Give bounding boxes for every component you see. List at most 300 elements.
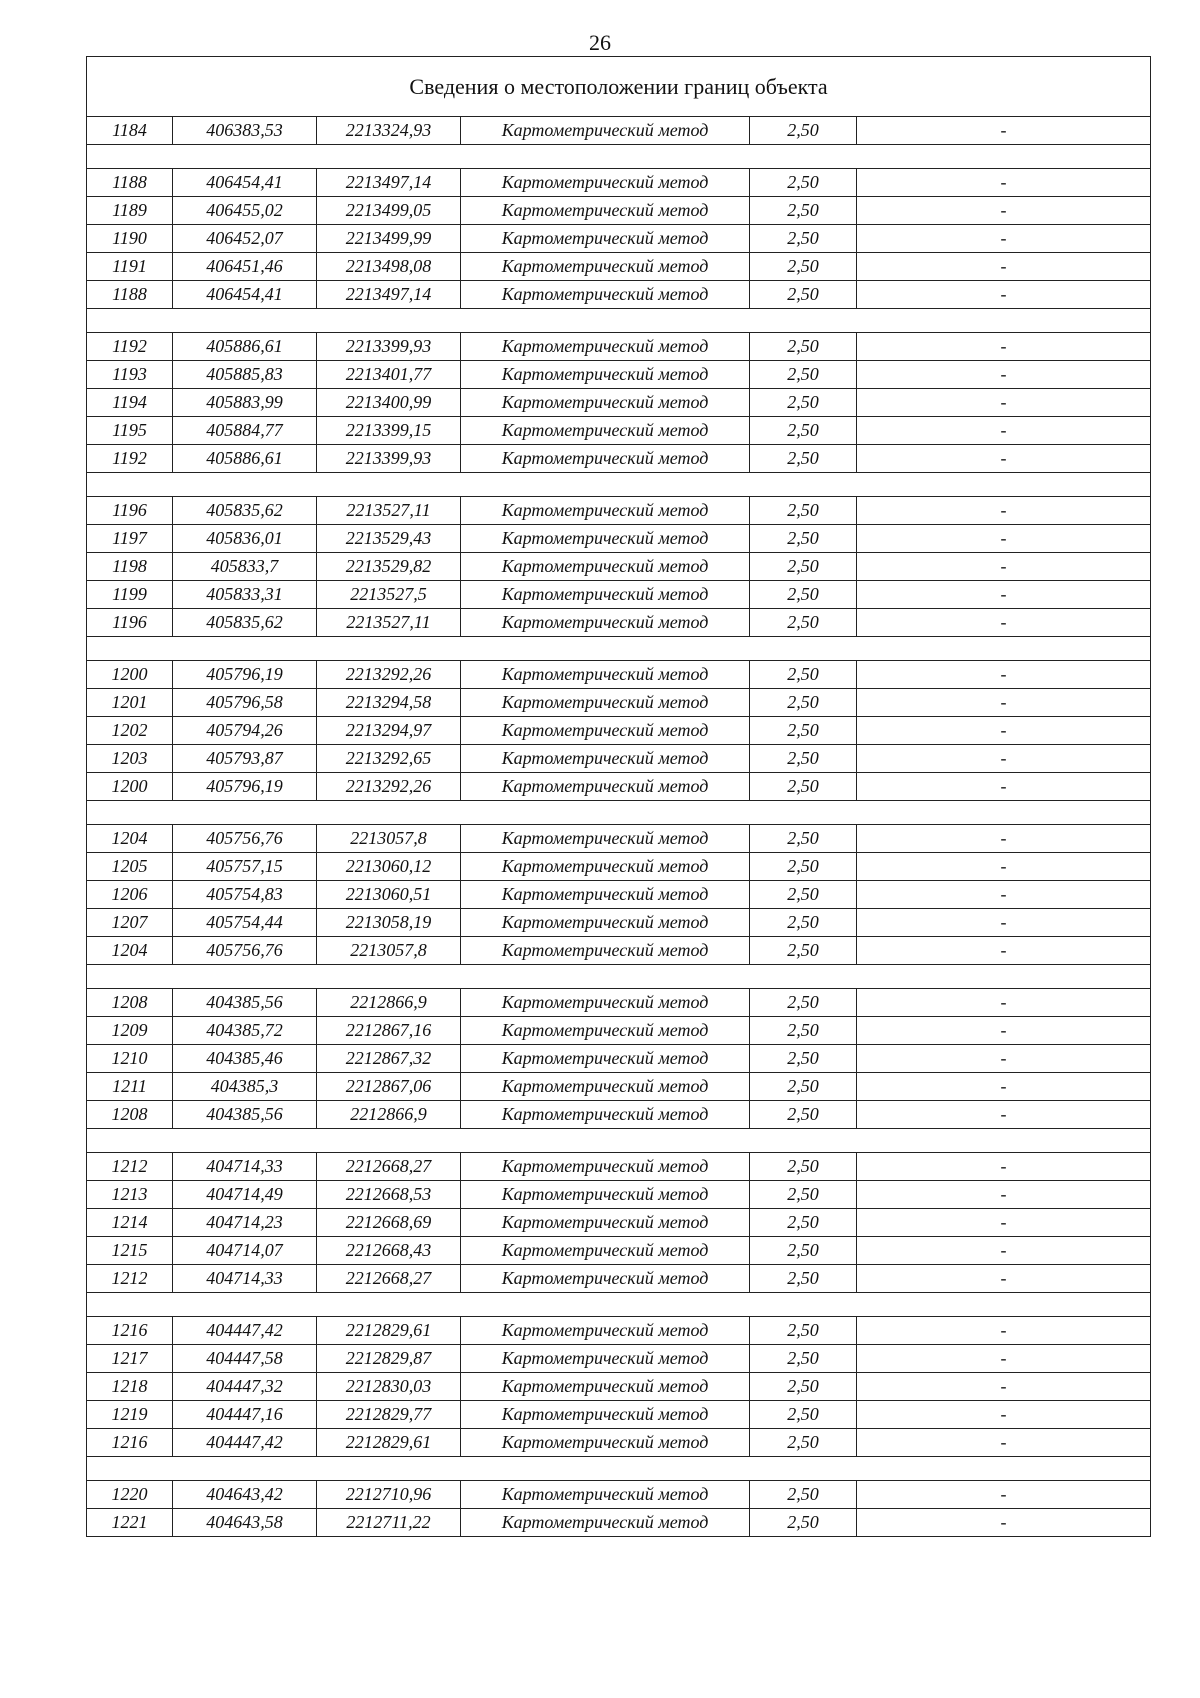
y-coordinate-cell: 2213400,99 <box>317 389 461 417</box>
x-coordinate-cell: 405756,76 <box>173 937 317 965</box>
accuracy-cell: 2,50 <box>750 253 857 281</box>
separator-row <box>87 145 1151 169</box>
description-cell: - <box>857 253 1151 281</box>
point-number-cell: 1205 <box>87 853 173 881</box>
table-row <box>87 853 1151 881</box>
method-cell: Картометрический метод <box>461 1209 750 1237</box>
table-row <box>87 1045 1151 1073</box>
accuracy-cell: 2,50 <box>750 1101 857 1129</box>
accuracy-cell: 2,50 <box>750 661 857 689</box>
description-cell: - <box>857 745 1151 773</box>
method-cell: Картометрический метод <box>461 853 750 881</box>
separator-cell <box>87 1293 1151 1317</box>
description-cell: - <box>857 937 1151 965</box>
accuracy-cell: 2,50 <box>750 1345 857 1373</box>
x-coordinate-cell: 405883,99 <box>173 389 317 417</box>
method-cell: Картометрический метод <box>461 333 750 361</box>
method-cell: Картометрический метод <box>461 909 750 937</box>
x-coordinate-cell: 405754,83 <box>173 881 317 909</box>
x-coordinate-cell: 404714,07 <box>173 1237 317 1265</box>
description-cell: - <box>857 389 1151 417</box>
accuracy-cell: 2,50 <box>750 1509 857 1537</box>
point-number-cell: 1188 <box>87 281 173 309</box>
separator-cell <box>87 637 1151 661</box>
description-cell: - <box>857 225 1151 253</box>
y-coordinate-cell: 2213499,05 <box>317 197 461 225</box>
y-coordinate-cell: 2213527,5 <box>317 581 461 609</box>
point-number-cell: 1207 <box>87 909 173 937</box>
method-cell: Картометрический метод <box>461 1373 750 1401</box>
accuracy-cell: 2,50 <box>750 333 857 361</box>
boundary-coordinates-table <box>86 56 1151 1537</box>
method-cell: Картометрический метод <box>461 1401 750 1429</box>
point-number-cell: 1198 <box>87 553 173 581</box>
separator-row <box>87 637 1151 661</box>
point-number-cell: 1204 <box>87 825 173 853</box>
x-coordinate-cell: 405835,62 <box>173 497 317 525</box>
x-coordinate-cell: 404643,42 <box>173 1481 317 1509</box>
point-number-cell: 1184 <box>87 117 173 145</box>
table-row <box>87 1509 1151 1537</box>
accuracy-cell: 2,50 <box>750 609 857 637</box>
table-row <box>87 417 1151 445</box>
accuracy-cell: 2,50 <box>750 1045 857 1073</box>
table-row <box>87 1481 1151 1509</box>
x-coordinate-cell: 404447,58 <box>173 1345 317 1373</box>
point-number-cell: 1210 <box>87 1045 173 1073</box>
accuracy-cell: 2,50 <box>750 361 857 389</box>
accuracy-cell: 2,50 <box>750 825 857 853</box>
point-number-cell: 1193 <box>87 361 173 389</box>
table-row <box>87 1345 1151 1373</box>
separator-row <box>87 1129 1151 1153</box>
description-cell: - <box>857 1045 1151 1073</box>
table-row <box>87 1017 1151 1045</box>
point-number-cell: 1217 <box>87 1345 173 1373</box>
accuracy-cell: 2,50 <box>750 1317 857 1345</box>
table-row <box>87 937 1151 965</box>
point-number-cell: 1191 <box>87 253 173 281</box>
point-number-cell: 1219 <box>87 1401 173 1429</box>
method-cell: Картометрический метод <box>461 253 750 281</box>
description-cell: - <box>857 361 1151 389</box>
x-coordinate-cell: 404447,32 <box>173 1373 317 1401</box>
method-cell: Картометрический метод <box>461 281 750 309</box>
x-coordinate-cell: 405836,01 <box>173 525 317 553</box>
separator-row <box>87 965 1151 989</box>
point-number-cell: 1212 <box>87 1265 173 1293</box>
accuracy-cell: 2,50 <box>750 689 857 717</box>
x-coordinate-cell: 405833,7 <box>173 553 317 581</box>
table-row <box>87 1073 1151 1101</box>
point-number-cell: 1218 <box>87 1373 173 1401</box>
accuracy-cell: 2,50 <box>750 553 857 581</box>
point-number-cell: 1196 <box>87 497 173 525</box>
table-body <box>87 57 1151 1537</box>
description-cell: - <box>857 553 1151 581</box>
table-row <box>87 581 1151 609</box>
table-row <box>87 989 1151 1017</box>
y-coordinate-cell: 2213292,26 <box>317 773 461 801</box>
table-row <box>87 1373 1151 1401</box>
accuracy-cell: 2,50 <box>750 281 857 309</box>
accuracy-cell: 2,50 <box>750 525 857 553</box>
method-cell: Картометрический метод <box>461 717 750 745</box>
method-cell: Картометрический метод <box>461 169 750 197</box>
accuracy-cell: 2,50 <box>750 1429 857 1457</box>
x-coordinate-cell: 405796,19 <box>173 773 317 801</box>
method-cell: Картометрический метод <box>461 1153 750 1181</box>
y-coordinate-cell: 2213497,14 <box>317 281 461 309</box>
point-number-cell: 1202 <box>87 717 173 745</box>
description-cell: - <box>857 1481 1151 1509</box>
x-coordinate-cell: 406455,02 <box>173 197 317 225</box>
description-cell: - <box>857 1237 1151 1265</box>
accuracy-cell: 2,50 <box>750 497 857 525</box>
y-coordinate-cell: 2213529,43 <box>317 525 461 553</box>
y-coordinate-cell: 2213057,8 <box>317 937 461 965</box>
method-cell: Картометрический метод <box>461 497 750 525</box>
x-coordinate-cell: 404385,3 <box>173 1073 317 1101</box>
accuracy-cell: 2,50 <box>750 1265 857 1293</box>
y-coordinate-cell: 2213399,15 <box>317 417 461 445</box>
method-cell: Картометрический метод <box>461 553 750 581</box>
point-number-cell: 1200 <box>87 661 173 689</box>
x-coordinate-cell: 406454,41 <box>173 169 317 197</box>
point-number-cell: 1199 <box>87 581 173 609</box>
point-number-cell: 1212 <box>87 1153 173 1181</box>
description-cell: - <box>857 661 1151 689</box>
x-coordinate-cell: 404385,72 <box>173 1017 317 1045</box>
method-cell: Картометрический метод <box>461 825 750 853</box>
x-coordinate-cell: 405756,76 <box>173 825 317 853</box>
point-number-cell: 1215 <box>87 1237 173 1265</box>
accuracy-cell: 2,50 <box>750 937 857 965</box>
description-cell: - <box>857 853 1151 881</box>
accuracy-cell: 2,50 <box>750 417 857 445</box>
x-coordinate-cell: 405757,15 <box>173 853 317 881</box>
separator-row <box>87 1293 1151 1317</box>
y-coordinate-cell: 2213527,11 <box>317 497 461 525</box>
description-cell: - <box>857 1153 1151 1181</box>
accuracy-cell: 2,50 <box>750 1373 857 1401</box>
x-coordinate-cell: 405794,26 <box>173 717 317 745</box>
y-coordinate-cell: 2212668,69 <box>317 1209 461 1237</box>
description-cell: - <box>857 1265 1151 1293</box>
x-coordinate-cell: 404643,58 <box>173 1509 317 1537</box>
method-cell: Картометрический метод <box>461 581 750 609</box>
point-number-cell: 1200 <box>87 773 173 801</box>
description-cell: - <box>857 1401 1151 1429</box>
separator-row <box>87 801 1151 825</box>
description-cell: - <box>857 909 1151 937</box>
point-number-cell: 1195 <box>87 417 173 445</box>
y-coordinate-cell: 2213401,77 <box>317 361 461 389</box>
table-row <box>87 333 1151 361</box>
description-cell: - <box>857 1181 1151 1209</box>
method-cell: Картометрический метод <box>461 1429 750 1457</box>
point-number-cell: 1203 <box>87 745 173 773</box>
table-row <box>87 1401 1151 1429</box>
y-coordinate-cell: 2212867,06 <box>317 1073 461 1101</box>
method-cell: Картометрический метод <box>461 1317 750 1345</box>
point-number-cell: 1188 <box>87 169 173 197</box>
method-cell: Картометрический метод <box>461 937 750 965</box>
description-cell: - <box>857 497 1151 525</box>
description-cell: - <box>857 281 1151 309</box>
table-row <box>87 825 1151 853</box>
y-coordinate-cell: 2213529,82 <box>317 553 461 581</box>
y-coordinate-cell: 2213060,51 <box>317 881 461 909</box>
y-coordinate-cell: 2213294,58 <box>317 689 461 717</box>
accuracy-cell: 2,50 <box>750 881 857 909</box>
accuracy-cell: 2,50 <box>750 853 857 881</box>
description-cell: - <box>857 1345 1151 1373</box>
point-number-cell: 1190 <box>87 225 173 253</box>
method-cell: Картометрический метод <box>461 445 750 473</box>
y-coordinate-cell: 2212830,03 <box>317 1373 461 1401</box>
x-coordinate-cell: 406383,53 <box>173 117 317 145</box>
x-coordinate-cell: 404447,42 <box>173 1317 317 1345</box>
y-coordinate-cell: 2213527,11 <box>317 609 461 637</box>
y-coordinate-cell: 2212668,43 <box>317 1237 461 1265</box>
accuracy-cell: 2,50 <box>750 445 857 473</box>
point-number-cell: 1211 <box>87 1073 173 1101</box>
table-row <box>87 1181 1151 1209</box>
x-coordinate-cell: 406452,07 <box>173 225 317 253</box>
accuracy-cell: 2,50 <box>750 1017 857 1045</box>
method-cell: Картометрический метод <box>461 417 750 445</box>
point-number-cell: 1216 <box>87 1429 173 1457</box>
x-coordinate-cell: 404385,56 <box>173 989 317 1017</box>
y-coordinate-cell: 2213498,08 <box>317 253 461 281</box>
y-coordinate-cell: 2212711,22 <box>317 1509 461 1537</box>
method-cell: Картометрический метод <box>461 881 750 909</box>
page-number: 26 <box>589 30 611 55</box>
y-coordinate-cell: 2213292,26 <box>317 661 461 689</box>
x-coordinate-cell: 405754,44 <box>173 909 317 937</box>
x-coordinate-cell: 405796,58 <box>173 689 317 717</box>
method-cell: Картометрический метод <box>461 117 750 145</box>
x-coordinate-cell: 404714,33 <box>173 1153 317 1181</box>
table-row <box>87 609 1151 637</box>
point-number-cell: 1201 <box>87 689 173 717</box>
x-coordinate-cell: 404385,56 <box>173 1101 317 1129</box>
description-cell: - <box>857 825 1151 853</box>
method-cell: Картометрический метод <box>461 1481 750 1509</box>
accuracy-cell: 2,50 <box>750 1181 857 1209</box>
accuracy-cell: 2,50 <box>750 197 857 225</box>
x-coordinate-cell: 405793,87 <box>173 745 317 773</box>
accuracy-cell: 2,50 <box>750 989 857 1017</box>
table-row <box>87 225 1151 253</box>
point-number-cell: 1208 <box>87 989 173 1017</box>
method-cell: Картометрический метод <box>461 1237 750 1265</box>
table-row <box>87 1317 1151 1345</box>
separator-cell <box>87 801 1151 825</box>
description-cell: - <box>857 609 1151 637</box>
accuracy-cell: 2,50 <box>750 389 857 417</box>
description-cell: - <box>857 581 1151 609</box>
accuracy-cell: 2,50 <box>750 745 857 773</box>
x-coordinate-cell: 405885,83 <box>173 361 317 389</box>
y-coordinate-cell: 2213499,99 <box>317 225 461 253</box>
description-cell: - <box>857 773 1151 801</box>
y-coordinate-cell: 2212710,96 <box>317 1481 461 1509</box>
description-cell: - <box>857 1073 1151 1101</box>
point-number-cell: 1189 <box>87 197 173 225</box>
x-coordinate-cell: 405886,61 <box>173 445 317 473</box>
method-cell: Картометрический метод <box>461 1345 750 1373</box>
x-coordinate-cell: 406451,46 <box>173 253 317 281</box>
table-row <box>87 281 1151 309</box>
x-coordinate-cell: 405835,62 <box>173 609 317 637</box>
method-cell: Картометрический метод <box>461 773 750 801</box>
table-row <box>87 881 1151 909</box>
separator-cell <box>87 473 1151 497</box>
table-row <box>87 169 1151 197</box>
y-coordinate-cell: 2212867,16 <box>317 1017 461 1045</box>
table-title-row <box>87 57 1151 117</box>
point-number-cell: 1206 <box>87 881 173 909</box>
x-coordinate-cell: 405884,77 <box>173 417 317 445</box>
point-number-cell: 1209 <box>87 1017 173 1045</box>
table-row <box>87 1153 1151 1181</box>
y-coordinate-cell: 2213324,93 <box>317 117 461 145</box>
separator-cell <box>87 309 1151 333</box>
table-row <box>87 909 1151 937</box>
point-number-cell: 1213 <box>87 1181 173 1209</box>
y-coordinate-cell: 2213294,97 <box>317 717 461 745</box>
x-coordinate-cell: 405833,31 <box>173 581 317 609</box>
point-number-cell: 1220 <box>87 1481 173 1509</box>
point-number-cell: 1208 <box>87 1101 173 1129</box>
y-coordinate-cell: 2213399,93 <box>317 445 461 473</box>
accuracy-cell: 2,50 <box>750 225 857 253</box>
table-row <box>87 117 1151 145</box>
y-coordinate-cell: 2212668,27 <box>317 1153 461 1181</box>
x-coordinate-cell: 405796,19 <box>173 661 317 689</box>
x-coordinate-cell: 405886,61 <box>173 333 317 361</box>
description-cell: - <box>857 1101 1151 1129</box>
method-cell: Картометрический метод <box>461 745 750 773</box>
table-row <box>87 389 1151 417</box>
y-coordinate-cell: 2212668,53 <box>317 1181 461 1209</box>
y-coordinate-cell: 2212829,77 <box>317 1401 461 1429</box>
table-row <box>87 1429 1151 1457</box>
separator-cell <box>87 145 1151 169</box>
point-number-cell: 1197 <box>87 525 173 553</box>
point-number-cell: 1216 <box>87 1317 173 1345</box>
point-number-cell: 1214 <box>87 1209 173 1237</box>
method-cell: Картометрический метод <box>461 1045 750 1073</box>
table-row <box>87 689 1151 717</box>
point-number-cell: 1196 <box>87 609 173 637</box>
method-cell: Картометрический метод <box>461 1181 750 1209</box>
y-coordinate-cell: 2212866,9 <box>317 989 461 1017</box>
point-number-cell: 1192 <box>87 333 173 361</box>
method-cell: Картометрический метод <box>461 361 750 389</box>
separator-row <box>87 309 1151 333</box>
x-coordinate-cell: 406454,41 <box>173 281 317 309</box>
method-cell: Картометрический метод <box>461 1101 750 1129</box>
accuracy-cell: 2,50 <box>750 717 857 745</box>
point-number-cell: 1221 <box>87 1509 173 1537</box>
y-coordinate-cell: 2213060,12 <box>317 853 461 881</box>
table-title: Сведения о местоположении границ объекта <box>87 57 1151 117</box>
table-row <box>87 197 1151 225</box>
method-cell: Картометрический метод <box>461 661 750 689</box>
accuracy-cell: 2,50 <box>750 581 857 609</box>
y-coordinate-cell: 2213497,14 <box>317 169 461 197</box>
y-coordinate-cell: 2213058,19 <box>317 909 461 937</box>
table-row <box>87 553 1151 581</box>
table-row <box>87 445 1151 473</box>
y-coordinate-cell: 2212829,61 <box>317 1317 461 1345</box>
description-cell: - <box>857 1429 1151 1457</box>
y-coordinate-cell: 2212829,87 <box>317 1345 461 1373</box>
accuracy-cell: 2,50 <box>750 1073 857 1101</box>
x-coordinate-cell: 404447,42 <box>173 1429 317 1457</box>
table-row <box>87 1265 1151 1293</box>
y-coordinate-cell: 2212829,61 <box>317 1429 461 1457</box>
table-row <box>87 253 1151 281</box>
method-cell: Картометрический метод <box>461 225 750 253</box>
accuracy-cell: 2,50 <box>750 117 857 145</box>
description-cell: - <box>857 333 1151 361</box>
table-row <box>87 525 1151 553</box>
method-cell: Картометрический метод <box>461 525 750 553</box>
accuracy-cell: 2,50 <box>750 1237 857 1265</box>
table-row <box>87 661 1151 689</box>
description-cell: - <box>857 1017 1151 1045</box>
x-coordinate-cell: 404714,49 <box>173 1181 317 1209</box>
description-cell: - <box>857 1373 1151 1401</box>
table-row <box>87 497 1151 525</box>
accuracy-cell: 2,50 <box>750 773 857 801</box>
method-cell: Картометрический метод <box>461 389 750 417</box>
table-row <box>87 1237 1151 1265</box>
separator-cell <box>87 1457 1151 1481</box>
separator-row <box>87 473 1151 497</box>
y-coordinate-cell: 2212867,32 <box>317 1045 461 1073</box>
accuracy-cell: 2,50 <box>750 1481 857 1509</box>
method-cell: Картометрический метод <box>461 609 750 637</box>
x-coordinate-cell: 404385,46 <box>173 1045 317 1073</box>
separator-cell <box>87 965 1151 989</box>
description-cell: - <box>857 417 1151 445</box>
description-cell: - <box>857 1209 1151 1237</box>
y-coordinate-cell: 2213292,65 <box>317 745 461 773</box>
method-cell: Картометрический метод <box>461 689 750 717</box>
method-cell: Картометрический метод <box>461 1265 750 1293</box>
description-cell: - <box>857 989 1151 1017</box>
point-number-cell: 1194 <box>87 389 173 417</box>
table-row <box>87 1101 1151 1129</box>
accuracy-cell: 2,50 <box>750 1209 857 1237</box>
description-cell: - <box>857 689 1151 717</box>
table-row <box>87 361 1151 389</box>
y-coordinate-cell: 2213399,93 <box>317 333 461 361</box>
description-cell: - <box>857 117 1151 145</box>
description-cell: - <box>857 1317 1151 1345</box>
description-cell: - <box>857 197 1151 225</box>
method-cell: Картометрический метод <box>461 989 750 1017</box>
description-cell: - <box>857 445 1151 473</box>
method-cell: Картометрический метод <box>461 197 750 225</box>
table-row <box>87 717 1151 745</box>
accuracy-cell: 2,50 <box>750 909 857 937</box>
